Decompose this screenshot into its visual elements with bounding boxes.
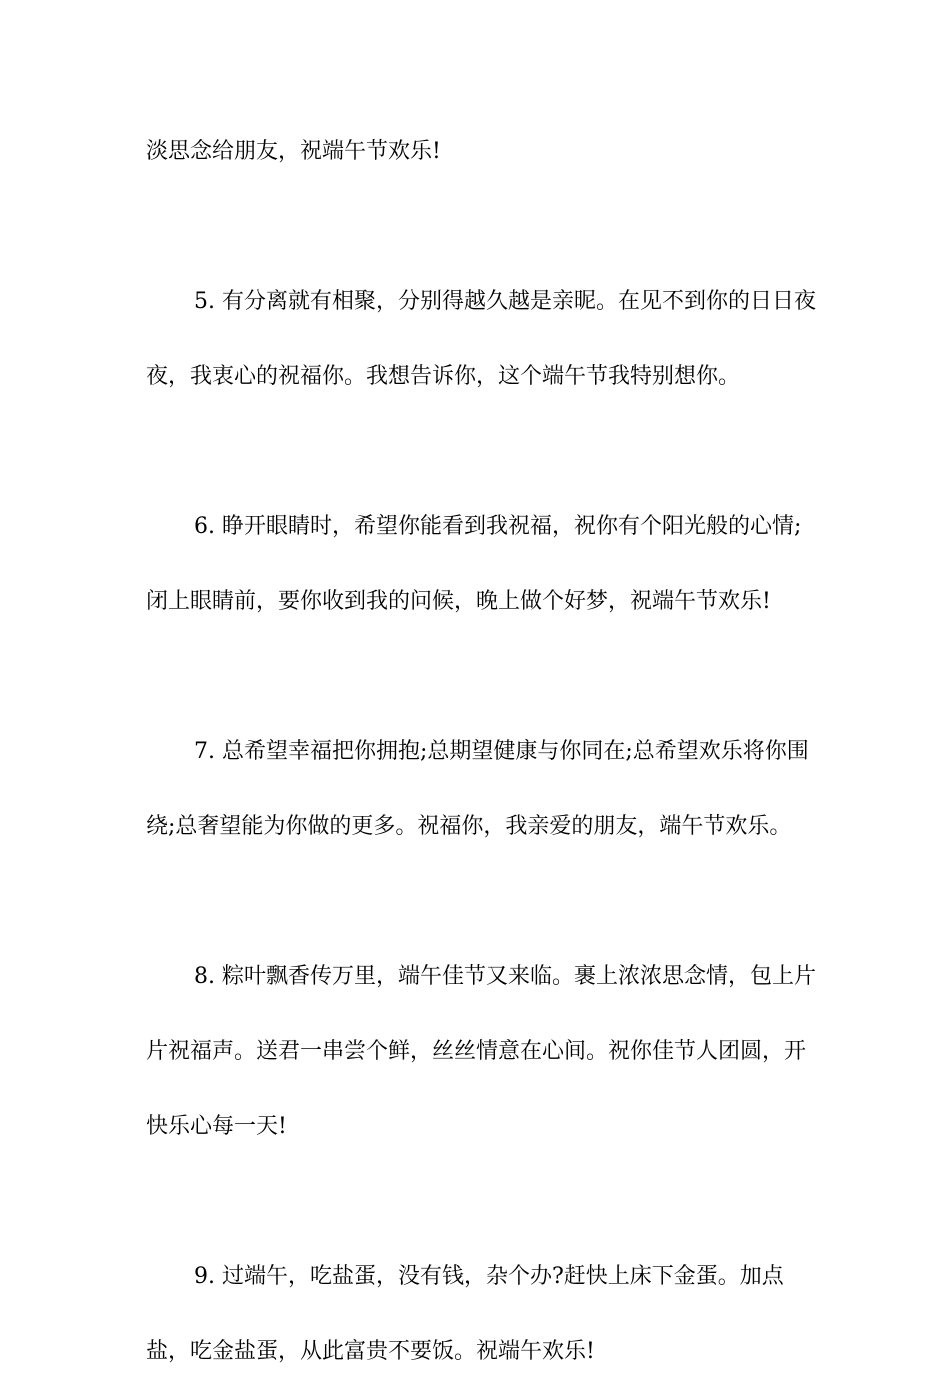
paragraph-continuation: 淡思念给朋友，祝端午节欢乐! [146,139,441,164]
paragraph-6: 6. 睁开眼睛时，希望你能看到我祝福，祝你有个阳光般的心情;闭上眼睛前，要你收到我的问候，晚上做个好梦，祝端午节欢乐! [146,514,802,614]
paragraph-9: 9. 过端午，吃盐蛋，没有钱，杂个办?赶快上床下金蛋。加点盐，吃金盐蛋，从此富贵不要饭。祝端午欢乐! [146,1264,784,1364]
paragraph-7: 7. 总希望幸福把你拥抱;总期望健康与你同在;总希望欢乐将你围绕;总奢望能为你做的更多。祝福你，我亲爱的朋友，端午节欢乐。 [146,739,809,839]
paragraph-5: 5. 有分离就有相聚，分别得越久越是亲昵。在见不到你的日日夜夜，我衷心的祝福你。我想告诉你，这个端午节我特别想你。 [146,289,816,389]
document-body [146,114,816,1389]
paragraph-8: 8. 粽叶飘香传万里，端午佳节又来临。裹上浓浓思念情，包上片片祝福声。送君一串尝个鲜，丝丝情意在心间。祝你佳节人团圆，开快乐心每一天! [146,964,816,1139]
